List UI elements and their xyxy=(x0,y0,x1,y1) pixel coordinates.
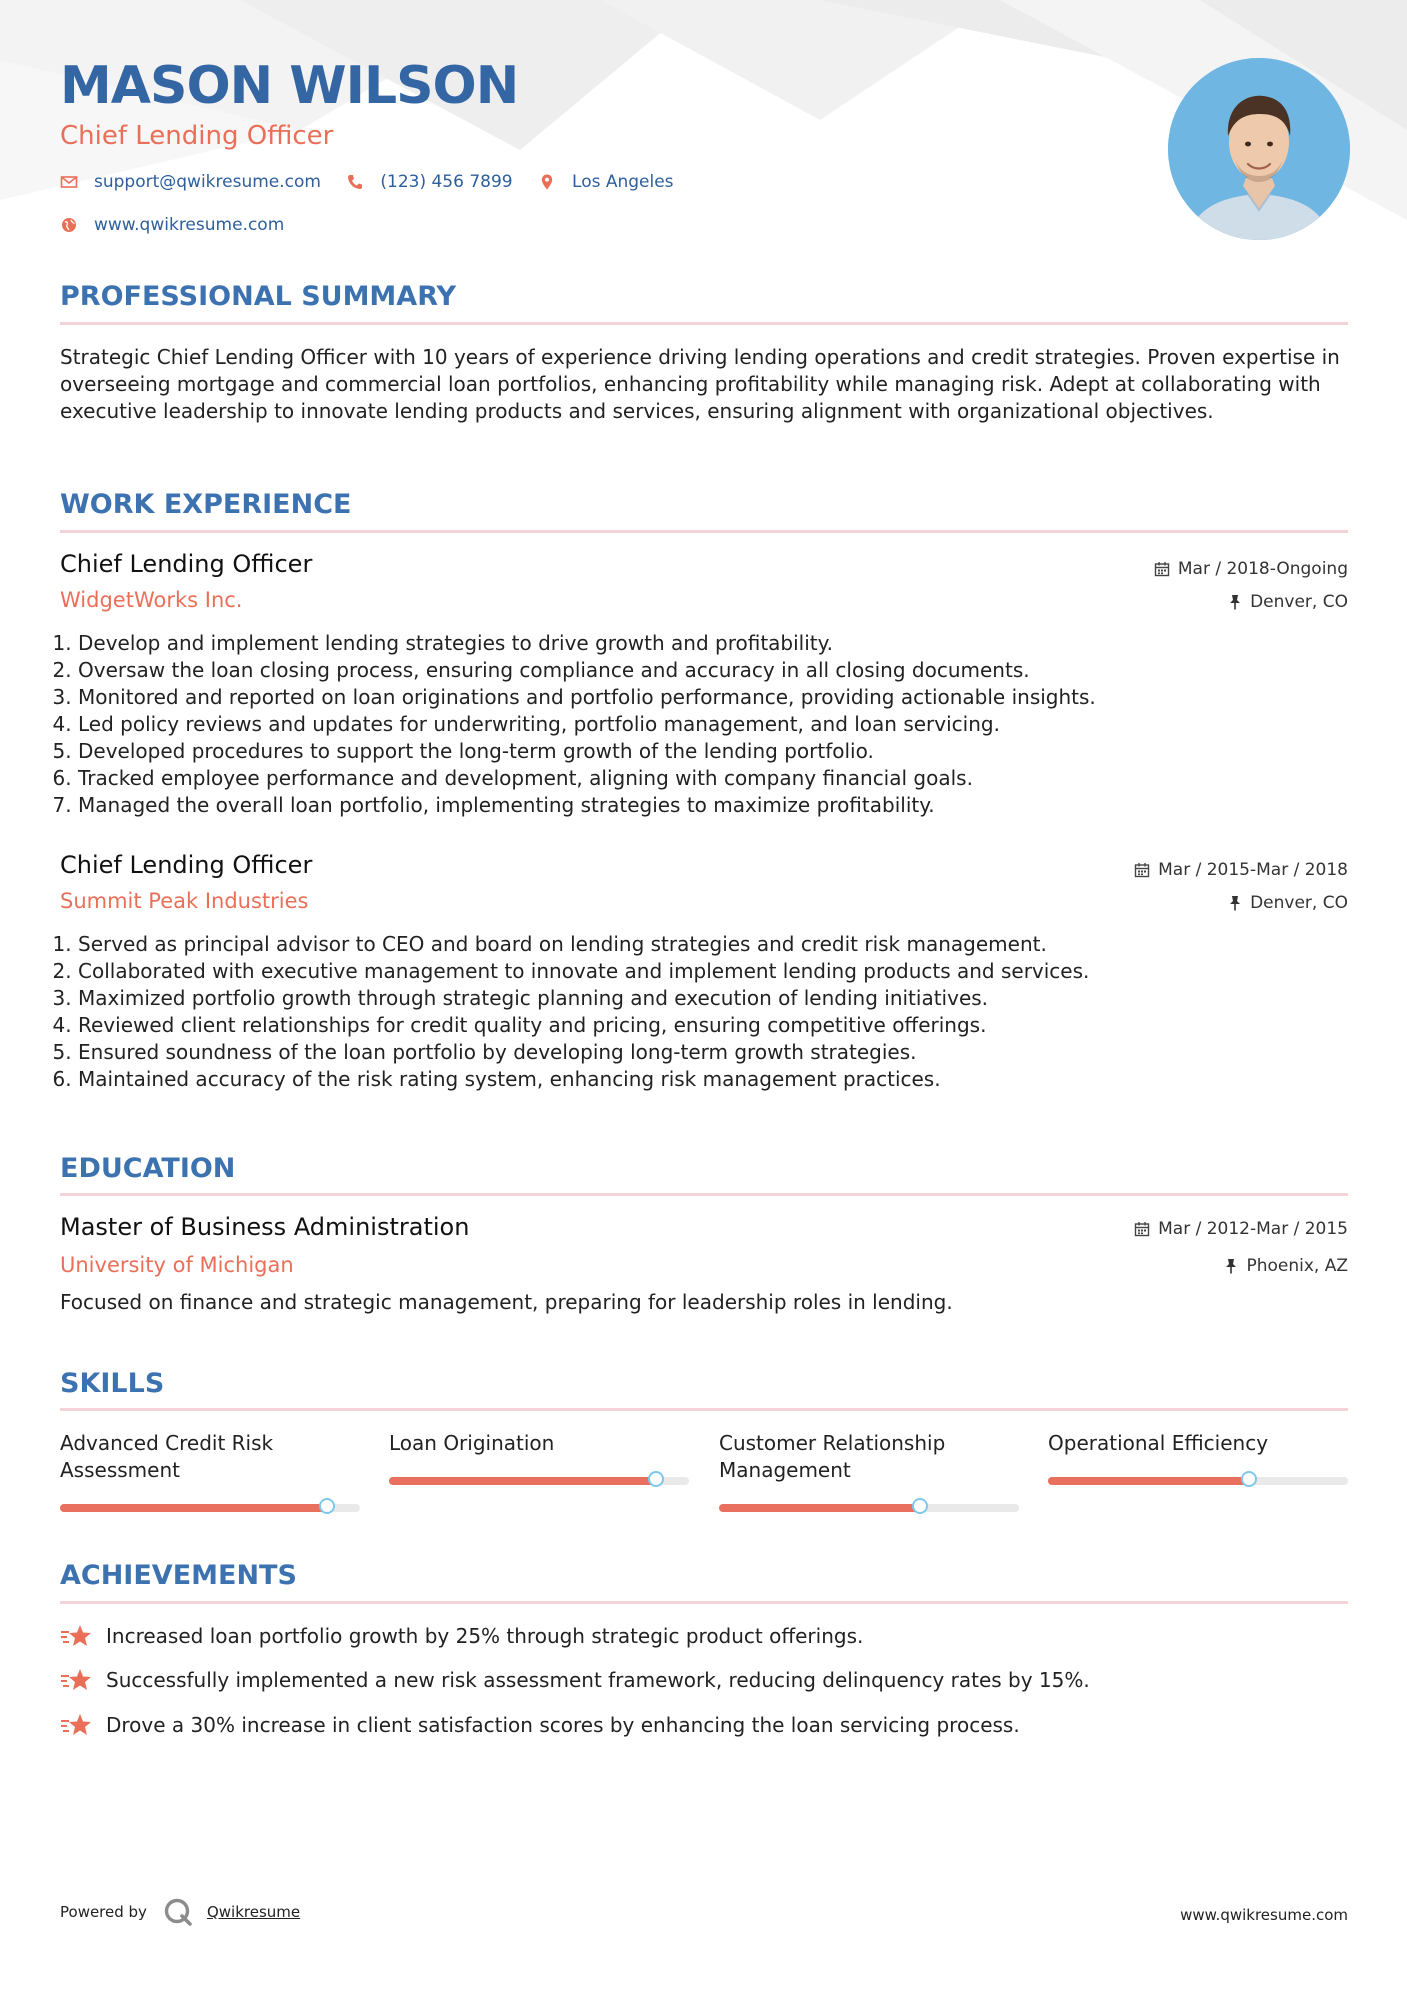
calendar-icon xyxy=(1134,1221,1150,1237)
skill-label: Operational Efficiency xyxy=(1048,1431,1269,1455)
education-location xyxy=(1224,1256,1348,1276)
person-avatar-icon xyxy=(1168,58,1350,240)
job-location xyxy=(1228,592,1348,612)
shooting-star-icon xyxy=(60,1667,92,1693)
qwikresume-logo-icon xyxy=(163,1897,193,1927)
skill-bar-knob xyxy=(912,1498,928,1514)
footer-website[interactable]: www.qwikresume.com xyxy=(1180,1906,1348,1924)
section-divider xyxy=(60,322,1348,325)
email-text[interactable]: support@qwikresume.com xyxy=(94,172,321,192)
skill-item xyxy=(719,1430,1019,1484)
contact-email[interactable] xyxy=(60,172,321,192)
section-divider xyxy=(60,1601,1348,1604)
achievement-item xyxy=(60,1623,863,1649)
bullet-item: 3. Monitored and reported on loan originations and portfolio performance, providing actionable insights. xyxy=(78,684,1348,711)
summary-heading: PROFESSIONAL SUMMARY xyxy=(60,281,457,312)
skill-bar-knob xyxy=(319,1498,335,1514)
school-name: University of Michigan xyxy=(60,1253,294,1277)
job-bullets xyxy=(60,630,1348,819)
skill-bar xyxy=(719,1504,1019,1512)
education-location-text: Phoenix, AZ xyxy=(1246,1256,1348,1276)
location-text: Los Angeles xyxy=(572,172,674,192)
achievement-text: Increased loan portfolio growth by 25% through strategic product offerings. xyxy=(106,1624,864,1648)
map-pin-icon xyxy=(538,173,556,191)
skill-bar-knob xyxy=(1241,1471,1257,1487)
job-title: Chief Lending Officer xyxy=(60,550,313,578)
pushpin-icon xyxy=(1228,895,1242,911)
bullet-item: 3. Maximized portfolio growth through strategic planning and execution of lending initiatives. xyxy=(78,985,1348,1012)
bullet-item: 6. Tracked employee performance and development, aligning with company financial goals. xyxy=(78,765,1348,792)
skills-heading: SKILLS xyxy=(60,1368,165,1399)
candidate-title: Chief Lending Officer xyxy=(60,121,334,151)
bullet-item: 2. Collaborated with executive management to innovate and implement lending products and services. xyxy=(78,958,1348,985)
candidate-name: MASON WILSON xyxy=(60,56,519,116)
section-divider xyxy=(60,530,1348,533)
bullet-item: 5. Ensured soundness of the loan portfolio by developing long-term growth strategies. xyxy=(78,1039,1348,1066)
section-divider xyxy=(60,1193,1348,1196)
skill-bar xyxy=(389,1477,689,1485)
skill-bar xyxy=(60,1504,360,1512)
skill-label: Customer Relationship Management xyxy=(719,1431,946,1482)
skill-bar-fill xyxy=(719,1504,920,1512)
brand-link[interactable]: Qwikresume xyxy=(206,1903,301,1921)
skill-item xyxy=(1048,1430,1348,1457)
job-location xyxy=(1228,893,1348,913)
pushpin-icon xyxy=(1224,1258,1238,1274)
shooting-star-icon xyxy=(60,1712,92,1738)
shooting-star-icon xyxy=(60,1623,92,1649)
summary-text: Strategic Chief Lending Officer with 10 years of experience driving lending operations and credit strategies. Proven expertise in overseeing mortgage and commercial loan portfolios, enhancing profitability while managing risk. Adept at collaborating with executive leadership to innovate lending products and services, ensuring alignment with organizational objectives. xyxy=(60,345,1340,423)
bullet-item: 7. Managed the overall loan portfolio, implementing strategies to maximize profitability. xyxy=(78,792,1348,819)
skill-label: Loan Origination xyxy=(389,1431,555,1455)
degree-title: Master of Business Administration xyxy=(60,1213,470,1241)
contact-location xyxy=(538,172,674,192)
envelope-icon xyxy=(60,173,78,191)
calendar-icon xyxy=(1154,561,1170,577)
company-name: WidgetWorks Inc. xyxy=(60,588,243,612)
achievement-text: Successfully implemented a new risk assessment framework, reducing delinquency rates by 15%. xyxy=(106,1668,1090,1692)
education-description: Focused on finance and strategic management, preparing for leadership roles in lending. xyxy=(60,1290,953,1314)
job-dates xyxy=(1154,559,1348,579)
bullet-item: 6. Maintained accuracy of the risk rating system, enhancing risk management practices. xyxy=(78,1066,1348,1093)
phone-icon xyxy=(346,173,364,191)
bullet-item: 5. Developed procedures to support the long-term growth of the lending portfolio. xyxy=(78,738,1348,765)
achievement-item xyxy=(60,1667,1090,1693)
section-divider xyxy=(60,1408,1348,1411)
job-location-text: Denver, CO xyxy=(1250,893,1348,913)
skill-bar xyxy=(1048,1477,1348,1485)
job-bullets xyxy=(60,931,1348,1093)
company-name: Summit Peak Industries xyxy=(60,889,309,913)
profile-photo xyxy=(1168,58,1350,240)
contact-phone[interactable] xyxy=(346,172,512,192)
job-dates-text: Mar / 2018-Ongoing xyxy=(1177,559,1348,579)
bullet-item: 1. Develop and implement lending strategies to drive growth and profitability. xyxy=(78,630,1348,657)
contact-row xyxy=(60,172,1140,196)
achievements-heading: ACHIEVEMENTS xyxy=(60,1560,297,1591)
job-dates-text: Mar / 2015-Mar / 2018 xyxy=(1158,860,1348,880)
skill-label: Advanced Credit Risk Assessment xyxy=(60,1431,274,1482)
bullet-item: 2. Oversaw the loan closing process, ensuring compliance and accuracy in all closing documents. xyxy=(78,657,1348,684)
skill-item xyxy=(389,1430,689,1457)
skill-bar-fill xyxy=(60,1504,327,1512)
website-text[interactable]: www.qwikresume.com xyxy=(94,215,285,235)
calendar-icon xyxy=(1134,862,1150,878)
skill-item xyxy=(60,1430,360,1484)
skill-bar-fill xyxy=(389,1477,656,1485)
education-dates-text: Mar / 2012-Mar / 2015 xyxy=(1158,1219,1348,1239)
job-dates xyxy=(1134,860,1348,880)
globe-icon xyxy=(60,216,78,234)
footer-powered-by xyxy=(60,1897,300,1927)
phone-text[interactable]: (123) 456 7899 xyxy=(380,172,513,192)
education-heading: EDUCATION xyxy=(60,1153,236,1184)
pushpin-icon xyxy=(1228,594,1242,610)
achievement-item xyxy=(60,1712,1020,1738)
bullet-item: 4. Reviewed client relationships for credit quality and pricing, ensuring competitive offerings. xyxy=(78,1012,1348,1039)
job-title: Chief Lending Officer xyxy=(60,851,313,879)
job-location-text: Denver, CO xyxy=(1250,592,1348,612)
skill-bar-knob xyxy=(648,1471,664,1487)
powered-by-label: Powered by xyxy=(60,1903,147,1921)
achievement-text: Drove a 30% increase in client satisfaction scores by enhancing the loan servicing process. xyxy=(106,1713,1020,1737)
bullet-item: 4. Led policy reviews and updates for underwriting, portfolio management, and loan servicing. xyxy=(78,711,1348,738)
contact-website[interactable] xyxy=(60,215,284,235)
education-dates xyxy=(1134,1219,1348,1239)
experience-heading: WORK EXPERIENCE xyxy=(60,489,352,520)
skill-bar-fill xyxy=(1048,1477,1249,1485)
bullet-item: 1. Served as principal advisor to CEO and board on lending strategies and credit risk management. xyxy=(78,931,1348,958)
